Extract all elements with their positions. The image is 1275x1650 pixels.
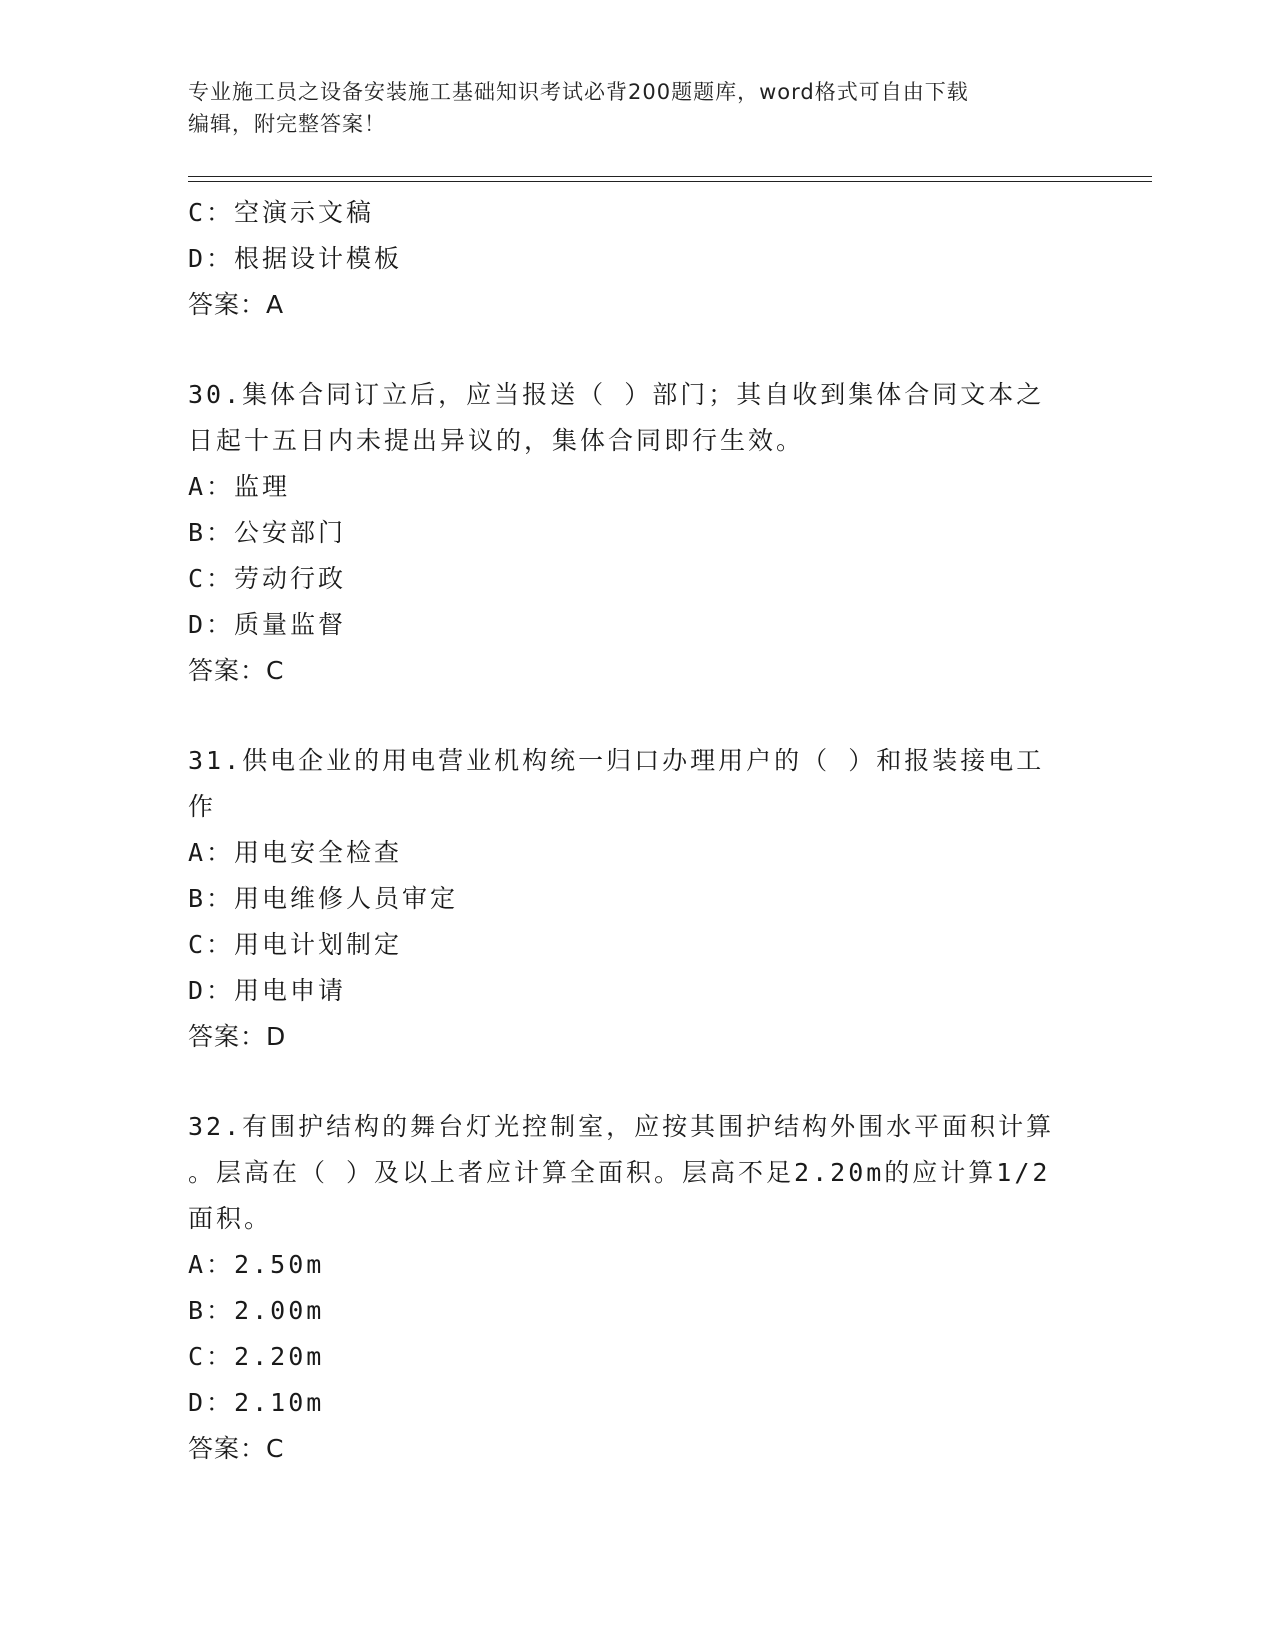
- header-divider-top: [188, 176, 1152, 177]
- option-d: D：质量监督: [188, 610, 347, 639]
- option-b: B：公安部门: [188, 518, 347, 547]
- answer-line: 答案：C: [188, 1434, 285, 1463]
- header-divider-bottom: [188, 181, 1152, 182]
- option-a: A：监理: [188, 472, 291, 501]
- option-d: D：用电申请: [188, 976, 347, 1005]
- document-body: [188, 190, 1088, 1472]
- option-c: C：空演示文稿: [188, 198, 375, 227]
- option-c: C：用电计划制定: [188, 930, 403, 959]
- question-text-line: 作: [188, 792, 217, 821]
- question-text-line: 30.集体合同订立后，应当报送（ ）部门；其自收到集体合同文本之: [188, 380, 1045, 409]
- question-29-continuation: [188, 190, 1088, 328]
- option-c: C：2.20m: [188, 1342, 325, 1371]
- header-line-1: 专业施工员之设备安装施工基础知识考试必背200题题库，word格式可自由下载: [188, 80, 969, 104]
- option-d: D：根据设计模板: [188, 244, 403, 273]
- question-32: [188, 1104, 1088, 1472]
- option-a: A：用电安全检查: [188, 838, 403, 867]
- option-b: B：2.00m: [188, 1296, 325, 1325]
- option-d: D：2.10m: [188, 1388, 325, 1417]
- answer-line: 答案：A: [188, 290, 285, 319]
- option-a: A：2.50m: [188, 1250, 325, 1279]
- question-text-line: 32.有围护结构的舞台灯光控制室，应按其围护结构外围水平面积计算: [188, 1112, 1055, 1141]
- question-text-line: 。层高在（ ）及以上者应计算全面积。层高不足2.20m的应计算1/2: [188, 1158, 1051, 1187]
- question-text-line: 日起十五日内未提出异议的，集体合同即行生效。: [188, 426, 805, 455]
- option-b: B：用电维修人员审定: [188, 884, 459, 913]
- question-text-line: 面积。: [188, 1204, 273, 1233]
- question-30: [188, 372, 1088, 694]
- question-text-line: 31.供电企业的用电营业机构统一归口办理用户的（ ）和报装接电工: [188, 746, 1045, 775]
- question-31: [188, 738, 1088, 1060]
- header-line-2: 编辑，附完整答案！: [188, 112, 386, 136]
- document-header: [188, 76, 1088, 140]
- answer-line: 答案：C: [188, 656, 285, 685]
- answer-line: 答案：D: [188, 1022, 287, 1051]
- option-c: C：劳动行政: [188, 564, 347, 593]
